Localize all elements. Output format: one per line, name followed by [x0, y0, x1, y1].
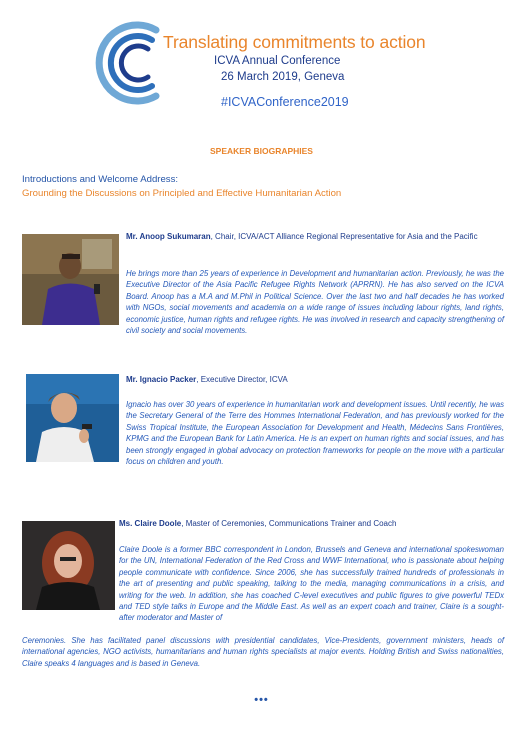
- speaker-photo-claire: [22, 521, 115, 610]
- end-marker: •••: [254, 694, 269, 706]
- speaker-role: , Chair, ICVA/ACT Alliance Regional Representative for Asia and the Pacific: [210, 232, 478, 241]
- speaker-role: , Executive Director, ICVA: [196, 375, 288, 384]
- speaker-name-line: [119, 518, 504, 529]
- speaker-name: Ms. Claire Doole: [119, 519, 182, 528]
- session-title: Introductions and Welcome Address:: [22, 174, 179, 185]
- section-title: SPEAKER BIOGRAPHIES: [210, 146, 313, 156]
- conference-name: ICVA Annual Conference: [214, 55, 341, 67]
- speaker-bio: Ignacio has over 30 years of experience in humanitarian work and development issues. Until recently, he was the Secretary General of the Terre des Hommes International Federation, and has previously worked for the Swiss Tropical Institute, the European Association for Development and Health, Médecins Sans Frontières, KPMG and the European Bank for Latin America. He is an expert on human rights and social issues, and has been strongly engaged in global advocacy on protection frameworks for people on the move with a particular focus on children and youth.: [126, 400, 504, 467]
- speaker-name: Mr. Anoop Sukumaran: [126, 232, 211, 241]
- speaker-photo-anoop: [22, 234, 119, 325]
- conference-logo: [94, 16, 164, 110]
- conference-theme-title: Translating commitments to action: [163, 32, 426, 52]
- speaker-name: Mr. Ignacio Packer: [126, 375, 197, 384]
- speaker-bio: Claire Doole is a former BBC correspondent in London, Brussels and Geneva and international spokeswoman for the UN, International Federation of the Red Cross and WWF International, who is passionate about helping people communicate with confidence. Since 2006, she has successfully trained hundreds of professionals in the art of presenting and public speaking, talking to the media, managing communications in a crisis, and writing for the web. In addition, she has coached C-level executives and public figures to give powerful TEDx and TED style talks in Europe and the Middle East. As well as an expert coach and trainer, Claire is a sought-after moderator and Master of: [119, 545, 504, 623]
- speaker-role: , Master of Ceremonies, Communications Trainer and Coach: [181, 519, 397, 528]
- speaker-name-line: [126, 374, 504, 385]
- conference-hashtag: #ICVAConference2019: [221, 95, 349, 109]
- session-subtitle: Grounding the Discussions on Principled and Effective Humanitarian Action: [22, 188, 342, 199]
- speaker-photo-ignacio: [26, 374, 119, 462]
- speaker-bio-continued: Ceremonies. She has facilitated panel discussions with presidential candidates, Vice-Presidents, government ministers, heads of international agencies, NGO activists, humanitarians and human rights specialists at major events. Holding British and Swiss nationalities, Claire speaks 4 languages and is based in Geneva.: [22, 636, 504, 668]
- speaker-name-line: [126, 231, 504, 242]
- conference-date: 26 March 2019, Geneva: [221, 71, 345, 83]
- speaker-bio: He brings more than 25 years of experience in Development and humanitarian action. Previously, he was the Executive Director of the Asia Pacific Refugee Rights Network (APRRN). He has also served on the ICVA Board. Anoop has a M.A and M.Phil in Political Science. Over the last two and half decades he has worked with NGOs, social movements and academia on a wide range of issues including labour rights, land rights, economic justice, human rights and refugee rights. He was involved in research and capacity strengthening of civil society and social movements.: [126, 269, 504, 336]
